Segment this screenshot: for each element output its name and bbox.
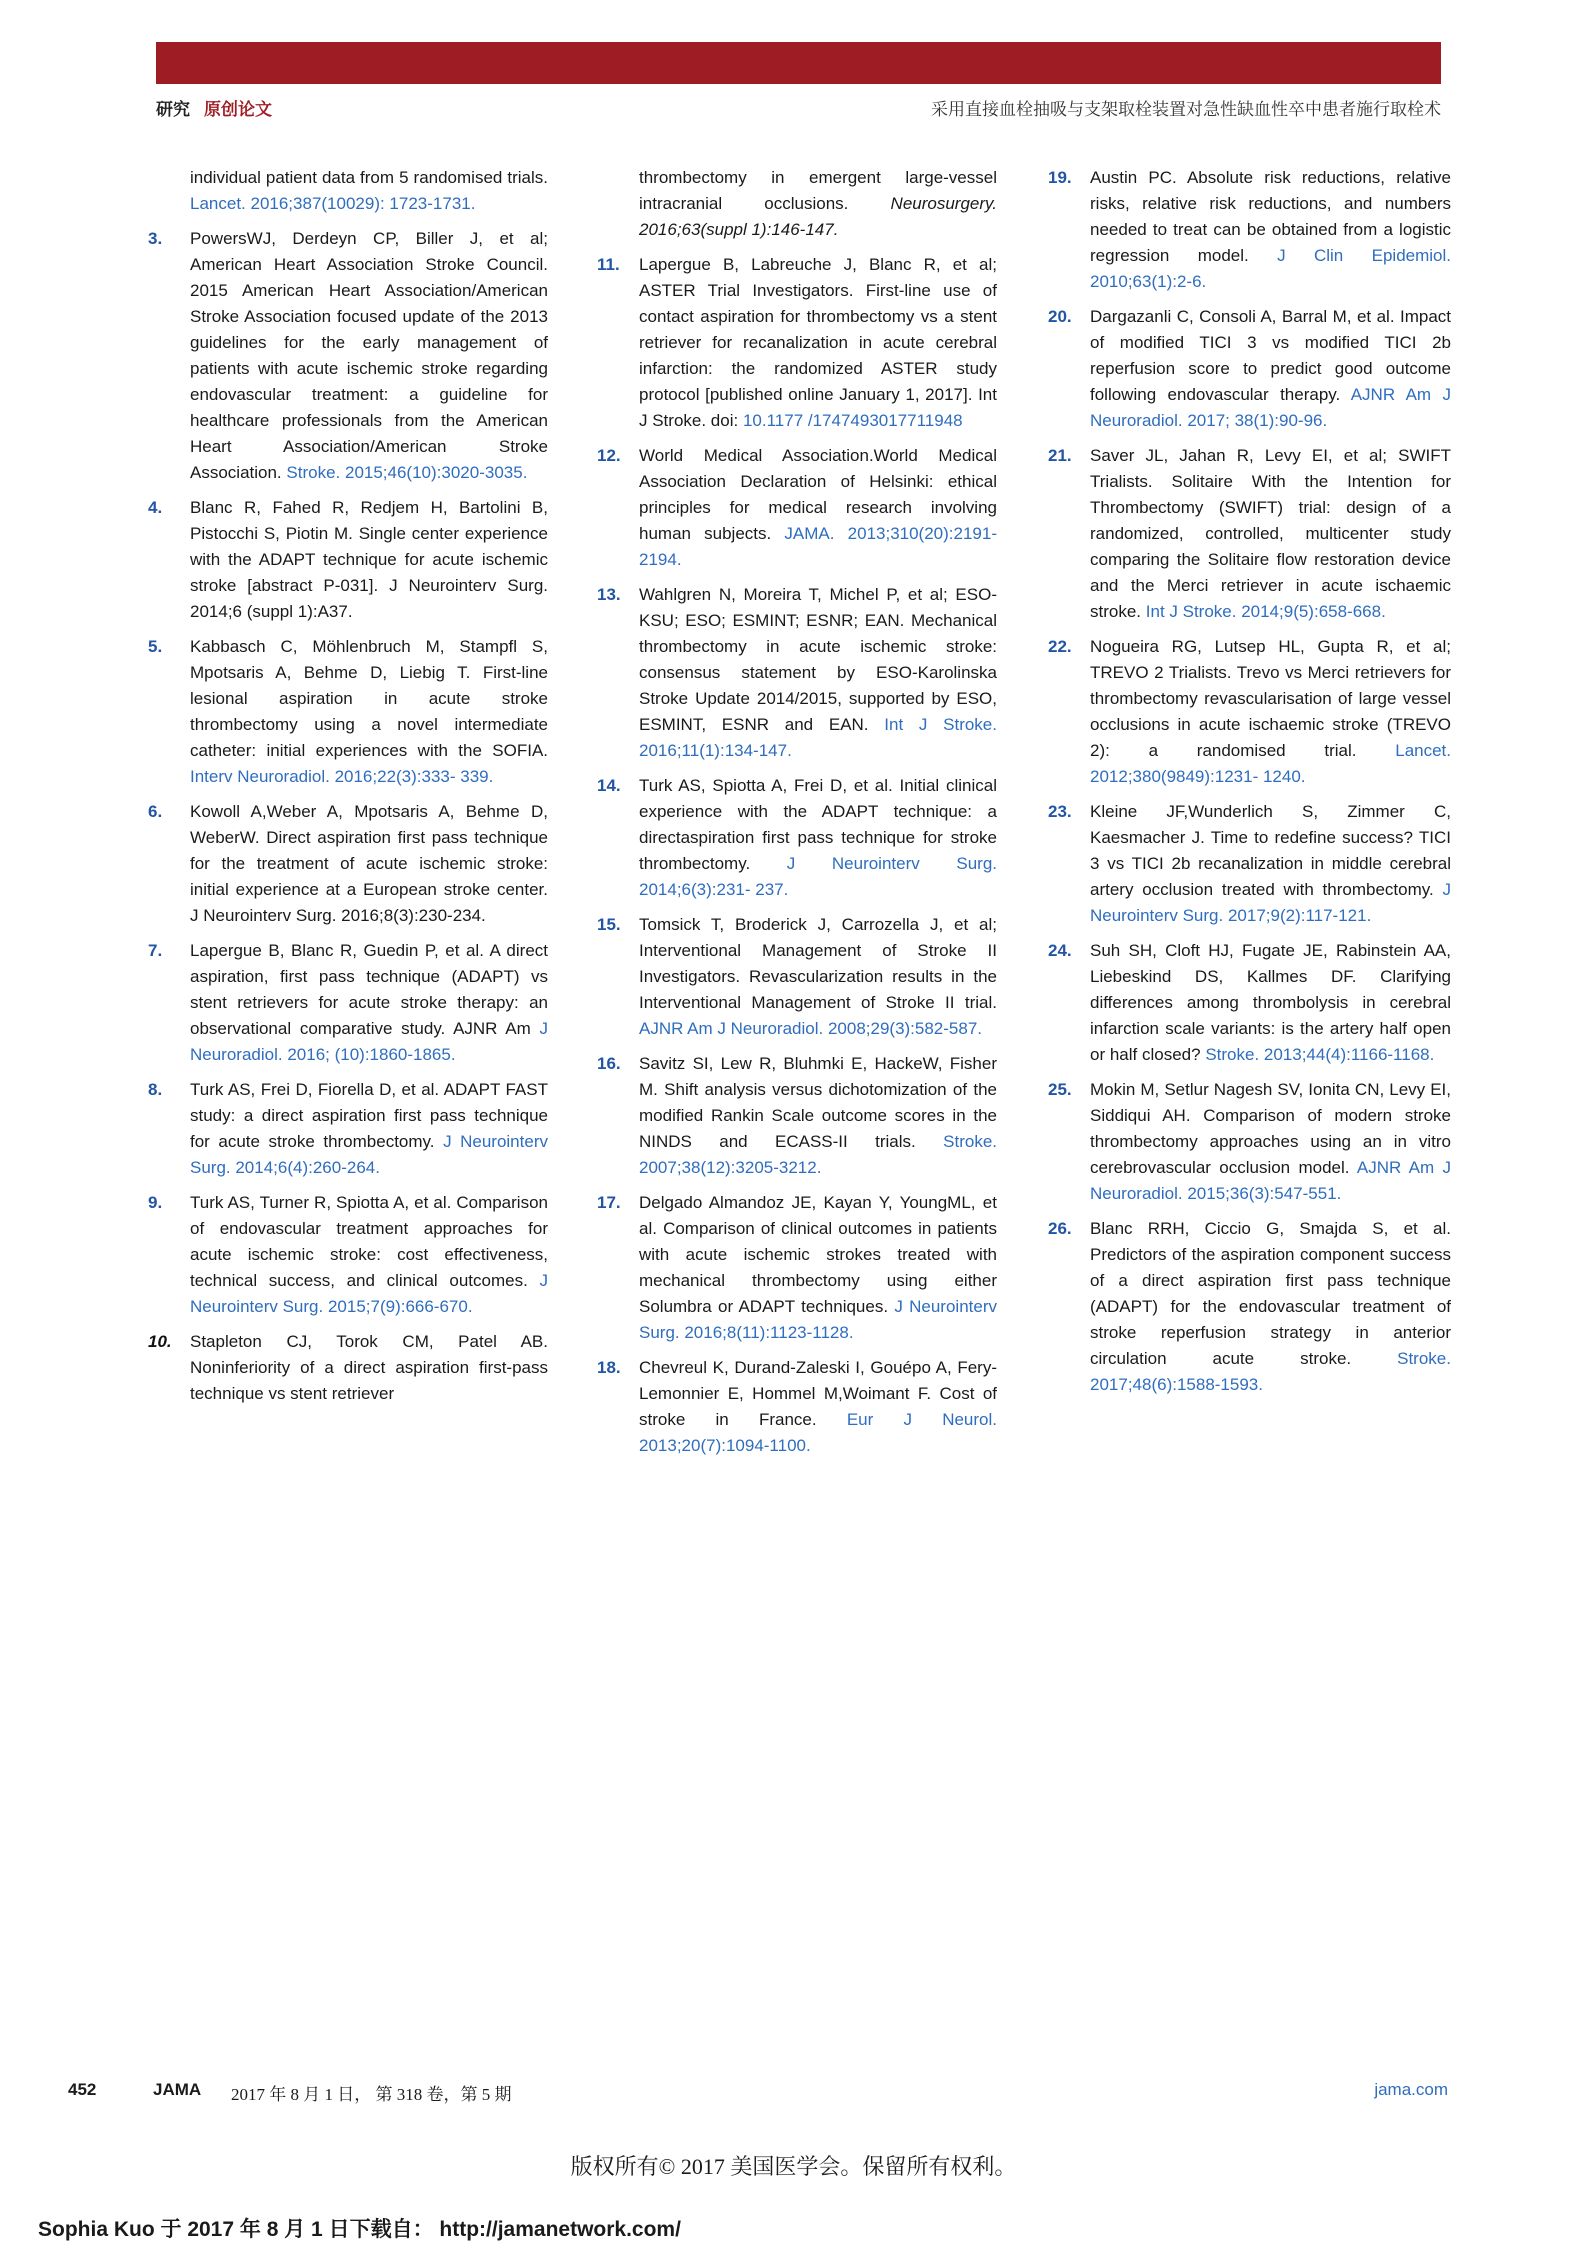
reference-journal-italic: Neurosurgery. 2016;63(suppl 1):146-147.	[639, 194, 997, 239]
reference-text	[1090, 938, 1451, 1068]
reference-link[interactable]: Lancet. 2012;380(9849):1231- 1240.	[1090, 741, 1451, 786]
reference-text	[639, 443, 997, 573]
reference-link[interactable]: J Clin Epidemiol. 2010;63(1):2-6.	[1090, 246, 1451, 291]
reference-item	[1048, 443, 1451, 625]
reference-text	[190, 1190, 548, 1320]
reference-body: Austin PC. Absolute risk reductions, relative risks, relative risk reductions, and numbers needed to treat can be obtained from a logistic regression model.	[1090, 168, 1451, 265]
reference-item	[148, 165, 548, 217]
reference-link[interactable]: J Neurointerv Surg. 2014;6(3):231- 237.	[639, 854, 997, 899]
reference-link[interactable]: Int J Stroke. 2016;11(1):134-147.	[639, 715, 997, 760]
reference-number: 23.	[1048, 802, 1072, 821]
section-label	[156, 95, 272, 120]
reference-text	[639, 582, 997, 764]
reference-number: 13.	[597, 585, 621, 604]
running-head	[156, 95, 1441, 119]
reference-body: World Medical Association.World Medical Association Declaration of Helsinki: ethical principles for medical research involving human subjects.	[639, 446, 997, 543]
reference-text	[1090, 1077, 1451, 1207]
reference-text	[1090, 634, 1451, 790]
reference-item	[148, 938, 548, 1068]
reference-number: 4.	[148, 498, 163, 517]
reference-number: 19.	[1048, 168, 1072, 187]
reference-body: Chevreul K, Durand-Zaleski I, Gouépo A, Fery-Lemonnier E, Hommel M,Woimant F. Cost of stroke in France.	[639, 1358, 997, 1429]
reference-item	[1048, 165, 1451, 295]
reference-text	[1090, 165, 1451, 295]
reference-text	[190, 799, 548, 929]
reference-body: Kowoll A,Weber A, Mpotsaris A, Behme D, WeberW. Direct aspiration first pass technique for the treatment of acute ischemic stroke: initial experience at a European stroke center. J Neurointerv Surg. 2016;8(3):230-234.	[190, 802, 548, 925]
reference-text	[1090, 443, 1451, 625]
reference-body: Turk AS, Frei D, Fiorella D, et al. ADAPT FAST study: a direct aspiration first pass technique for acute stroke thrombectomy.	[190, 1080, 548, 1151]
reference-body: Turk AS, Spiotta A, Frei D, et al. Initial clinical experience with the ADAPT technique: a directaspiration first pass technique for stroke thrombectomy.	[639, 776, 997, 873]
reference-body: Kabbasch C, Möhlenbruch M, Stampfl S, Mpotsaris A, Behme D, Liebig T. First-line lesional aspiration in acute stroke thrombectomy using a novel intermediate catheter: initial experiences with the SOFIA.	[190, 637, 548, 760]
reference-number: 11.	[597, 255, 620, 274]
reference-item	[597, 443, 997, 573]
reference-number: 25.	[1048, 1080, 1072, 1099]
reference-item	[1048, 634, 1451, 790]
reference-item	[597, 582, 997, 764]
article-title-header: 采用直接血栓抽吸与支架取栓装置对急性缺血性卒中患者施行取栓术	[931, 100, 1441, 119]
reference-column-1	[148, 165, 548, 1416]
reference-text	[148, 165, 548, 217]
reference-body: Mokin M, Setlur Nagesh SV, Ionita CN, Levy EI, Siddiqui AH. Comparison of modern stroke thrombectomy approaches using an in vitro cerebrovascular occlusion model.	[1090, 1080, 1451, 1177]
reference-number: 5.	[148, 637, 163, 656]
reference-link[interactable]: Eur J Neurol. 2013;20(7):1094-1100.	[639, 1410, 997, 1455]
reference-body: Savitz SI, Lew R, Bluhmki E, HackeW, Fisher M. Shift analysis versus dichotomization of the modified Rankin Scale outcome scores in the NINDS and ECASS-II trials.	[639, 1054, 997, 1151]
reference-link[interactable]: AJNR Am J Neuroradiol. 2015;36(3):547-551.	[1090, 1158, 1451, 1203]
section-name: 研究	[156, 100, 190, 119]
reference-body: Kleine JF,Wunderlich S, Zimmer C, Kaesmacher J. Time to redefine success? TICI 3 vs TICI 2b recanalization in middle cerebral artery occlusion treated with thrombectomy.	[1090, 802, 1451, 899]
reference-item	[597, 912, 997, 1042]
reference-item	[597, 1355, 997, 1459]
reference-body: Suh SH, Cloft HJ, Fugate JE, Rabinstein AA, Liebeskind DS, Kallmes DF. Clarifying differences among thrombolysis in cerebral infarction scale variants: is the artery half open or half closed?	[1090, 941, 1451, 1064]
reference-number: 21.	[1048, 446, 1072, 465]
reference-item	[597, 165, 997, 243]
subsection-name: 原创论文	[204, 100, 272, 119]
reference-item	[1048, 304, 1451, 434]
reference-body: Stapleton CJ, Torok CM, Patel AB. Noninferiority of a direct aspiration first-pass technique vs stent retriever	[190, 1332, 548, 1403]
reference-item	[597, 1051, 997, 1181]
reference-text	[190, 938, 548, 1068]
reference-text	[190, 1077, 548, 1181]
reference-number: 3.	[148, 229, 163, 248]
reference-number: 8.	[148, 1080, 163, 1099]
reference-text	[1090, 799, 1451, 929]
journal-website-link[interactable]: jama.com	[1374, 2080, 1448, 2099]
reference-item	[148, 1190, 548, 1320]
reference-number: 16.	[597, 1054, 621, 1073]
reference-number: 18.	[597, 1358, 621, 1377]
reference-column-3	[1048, 165, 1451, 1407]
reference-number: 26.	[1048, 1219, 1072, 1238]
reference-link[interactable]: AJNR Am J Neuroradiol. 2008;29(3):582-587.	[639, 1019, 983, 1038]
reference-link[interactable]: J Neurointerv Surg. 2014;6(4):260-264.	[190, 1132, 548, 1177]
reference-text	[190, 226, 548, 486]
reference-item	[1048, 1077, 1451, 1207]
reference-number: 6.	[148, 802, 163, 821]
reference-body: Saver JL, Jahan R, Levy EI, et al; SWIFT Trialists. Solitaire With the Intention for Thrombectomy (SWIFT) trial: design of a randomized, controlled, multicenter study comparing the Solitaire flow restoration device and the Merci retriever in acute ischaemic stroke.	[1090, 446, 1451, 621]
reference-text	[1090, 304, 1451, 434]
reference-link[interactable]: Int J Stroke. 2014;9(5):658-668.	[1145, 602, 1386, 621]
reference-column-2	[597, 165, 997, 1468]
reference-body: Blanc RRH, Ciccio G, Smajda S, et al. Predictors of the aspiration component success of a direct aspiration first pass technique (ADAPT) for the endovascular treatment of stroke reperfusion strategy in anterior circulation acute stroke.	[1090, 1219, 1451, 1368]
reference-link[interactable]: Interv Neuroradiol. 2016;22(3):333- 339.	[190, 767, 494, 786]
reference-body: individual patient data from 5 randomised trials.	[190, 168, 548, 187]
reference-text	[639, 773, 997, 903]
reference-number: 10.	[148, 1332, 172, 1351]
issue-date: 2017 年 8 月 1 日， 第 318 卷，第 5 期	[231, 2085, 512, 2104]
reference-body: Lapergue B, Blanc R, Guedin P, et al. A direct aspiration, first pass technique (ADAPT) vs stent retrievers for acute stroke therapy: an observational comparative study. AJNR Am	[190, 941, 548, 1038]
reference-link[interactable]: 10.1177 /1747493017711948	[742, 411, 963, 430]
reference-link[interactable]: J Neurointerv Surg. 2017;9(2):117-121.	[1090, 880, 1451, 925]
reference-text	[639, 252, 997, 434]
reference-item	[1048, 799, 1451, 929]
reference-link[interactable]: Stroke. 2015;46(10):3020-3035.	[286, 463, 528, 482]
reference-number: 20.	[1048, 307, 1072, 326]
header-color-bar	[156, 42, 1441, 84]
reference-body: Blanc R, Fahed R, Redjem H, Bartolini B, Pistocchi S, Piotin M. Single center experience with the ADAPT technique for acute ischemic stroke [abstract P-031]. J Neurointerv Surg. 2014;6 (suppl 1):A37.	[190, 498, 548, 621]
page-number: 452	[68, 2080, 97, 2099]
reference-item	[148, 495, 548, 625]
reference-body: thrombectomy in emergent large-vessel intracranial occlusions.	[639, 168, 997, 213]
reference-item	[148, 634, 548, 790]
reference-text	[639, 1190, 997, 1346]
reference-body: Lapergue B, Labreuche J, Blanc R, et al; ASTER Trial Investigators. First-line use of contact aspiration for thrombectomy vs a stent retriever for recanalization in acute cerebral infarction: the randomized ASTER study protocol [published online January 1, 2017]. Int J Stroke. doi:	[639, 255, 997, 430]
reference-link[interactable]: Stroke. 2017;48(6):1588-1593.	[1090, 1349, 1451, 1394]
reference-number: 7.	[148, 941, 163, 960]
reference-item	[1048, 938, 1451, 1068]
reference-text	[639, 1051, 997, 1181]
reference-body: Turk AS, Turner R, Spiotta A, et al. Comparison of endovascular treatment approaches for acute ischemic stroke: cost effectiveness, technical success, and clinical outcomes.	[190, 1193, 548, 1290]
reference-number: 9.	[148, 1193, 163, 1212]
reference-number: 22.	[1048, 637, 1072, 656]
reference-link[interactable]: Lancet. 2016;387(10029): 1723-1731.	[190, 194, 476, 213]
reference-link[interactable]: Stroke. 2013;44(4):1166-1168.	[1205, 1045, 1435, 1064]
reference-link[interactable]: JAMA. 2013;310(20):2191-2194.	[639, 524, 997, 569]
reference-body: PowersWJ, Derdeyn CP, Biller J, et al; American Heart Association Stroke Council. 2015 American Heart Association/American Stroke Association focused update of the 2013 guidelines for the early management of patients with acute ischemic stroke regarding endovascular treatment: a guideline for healthcare professionals from the American Heart Association/American Stroke Association.	[190, 229, 548, 482]
reference-link[interactable]: J Neuroradiol. 2016; (10):1860-1865.	[190, 1019, 548, 1064]
reference-number: 15.	[597, 915, 621, 934]
reference-link[interactable]: AJNR Am J Neuroradiol. 2017; 38(1):90-96.	[1090, 385, 1451, 430]
download-notice: Sophia Kuo 于 2017 年 8 月 1 日下载自： http://jamanetwork.com/	[38, 2218, 681, 2241]
reference-link[interactable]: Stroke. 2007;38(12):3205-3212.	[639, 1132, 997, 1177]
reference-item	[148, 1077, 548, 1181]
reference-text	[190, 1329, 548, 1407]
reference-item	[148, 226, 548, 486]
reference-text	[639, 912, 997, 1042]
reference-text	[190, 634, 548, 790]
reference-item	[597, 252, 997, 434]
reference-link[interactable]: J Neurointerv Surg. 2016;8(11):1123-1128.	[639, 1297, 997, 1342]
reference-number: 24.	[1048, 941, 1072, 960]
copyright-notice: 版权所有© 2017 美国医学会。保留所有权利。	[570, 2154, 1017, 2179]
reference-text	[190, 495, 548, 625]
reference-text	[1090, 1216, 1451, 1398]
reference-number: 14.	[597, 776, 621, 795]
reference-item	[148, 799, 548, 929]
reference-text	[597, 165, 997, 243]
journal-name: JAMA	[153, 2080, 202, 2099]
reference-item	[148, 1329, 548, 1407]
reference-body: Delgado Almandoz JE, Kayan Y, YoungML, et al. Comparison of clinical outcomes in patients with acute ischemic strokes treated with mechanical thrombectomy using either Solumbra or ADAPT techniques.	[639, 1193, 997, 1316]
reference-body: Nogueira RG, Lutsep HL, Gupta R, et al; TREVO 2 Trialists. Trevo vs Merci retrievers for thrombectomy revascularisation of large vessel occlusions in acute ischaemic stroke (TREVO 2): a randomised trial.	[1090, 637, 1451, 760]
reference-link[interactable]: J Neurointerv Surg. 2015;7(9):666-670.	[190, 1271, 548, 1316]
page-footer	[68, 2080, 1448, 2104]
reference-body: Dargazanli C, Consoli A, Barral M, et al. Impact of modified TICI 3 vs modified TICI 2b reperfusion score to predict good outcome following endovascular therapy.	[1090, 307, 1451, 404]
reference-item	[597, 773, 997, 903]
reference-number: 17.	[597, 1193, 621, 1212]
reference-item	[1048, 1216, 1451, 1398]
reference-body: Wahlgren N, Moreira T, Michel P, et al; ESO-KSU; ESO; ESMINT; ESNR; EAN. Mechanical thrombectomy in acute ischemic stroke: consensus statement by ESO-Karolinska Stroke Update 2014/2015, supported by ESO, ESMINT, ESNR and EAN.	[639, 585, 997, 734]
reference-text	[639, 1355, 997, 1459]
reference-item	[597, 1190, 997, 1346]
reference-body: Tomsick T, Broderick J, Carrozella J, et al; Interventional Management of Stroke II Investigators. Revascularization results in the Interventional Management of Stroke II trial.	[639, 915, 997, 1012]
reference-number: 12.	[597, 446, 621, 465]
